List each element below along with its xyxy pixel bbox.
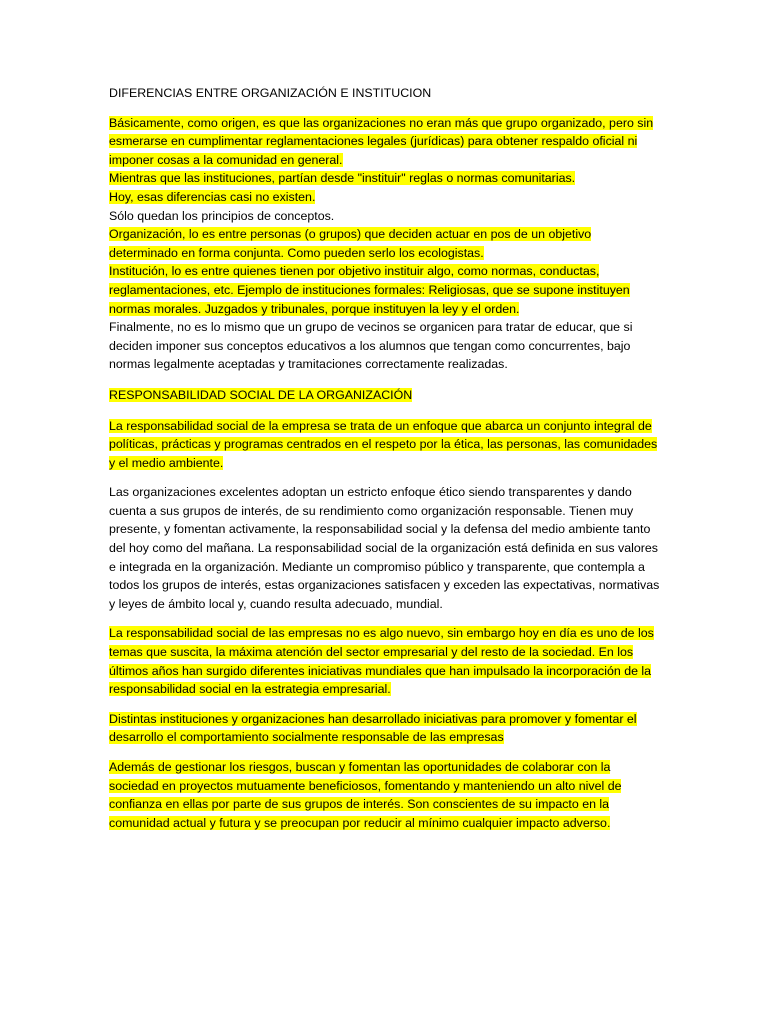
document-body: [109, 84, 662, 843]
paragraph-text: Mientras que las instituciones, partían desde "instituir" reglas o normas comunitarias.: [109, 171, 576, 186]
heading-diferencias: [109, 84, 662, 103]
paragraph-text: Sólo quedan los principios de conceptos.: [109, 208, 335, 223]
paragraph-text: La responsabilidad social de la empresa se trata de un enfoque que abarca un conjunto integral de políticas, prácticas y programas centrados en el respeto por la ética, las personas, las comunidades y el medio ambiente.: [109, 418, 658, 470]
paragraph-text: Básicamente, como origen, es que las organizaciones no eran más que grupo organizado, pero sin esmerarse en cumplimentar reglamentaciones legales (jurídicas) para obtener respaldo oficial ni imponer cosas a la comunidad en general.: [109, 115, 654, 167]
paragraph-text: Además de gestionar los riesgos, buscan y fomentan las oportunidades de colaborar con la sociedad en proyectos mutuamente beneficiosos, fomentando y manteniendo un alto nivel de confianza en ellas por parte de sus grupos de interés. Son conscientes de su impacto en la comunidad actual y futura y se preocupan por reducir al mínimo cualquier impacto adverso.: [109, 760, 622, 830]
paragraph-mientras: [109, 169, 662, 188]
paragraph-text: Institución, lo es entre quienes tienen por objetivo instituir algo, como normas, conductas, reglamentaciones, etc. Ejemplo de instituciones formales: Religiosas, que se supone instituyen normas morales. Juzgados y tribunales, porque instituyen la ley y el orden.: [109, 264, 630, 316]
heading-responsabilidad-text: RESPONSABILIDAD SOCIAL DE LA ORGANIZACIÓN: [109, 387, 413, 402]
paragraph-text: Hoy, esas diferencias casi no existen.: [109, 189, 316, 204]
paragraph-text: La responsabilidad social de las empresas no es algo nuevo, sin embargo hoy en día es uno de los temas que suscita, la máxima atención del sector empresarial y del resto de la sociedad. En los últimos años han surgido diferentes iniciativas mundiales que han impulsado la incorporación de la responsabilidad social en la estrategia empresarial.: [109, 626, 654, 697]
paragraph-rse-no-nuevo: [109, 624, 662, 698]
paragraph-finalmente: [109, 318, 662, 374]
paragraph-institucion: [109, 262, 662, 318]
paragraph-text: Distintas instituciones y organizaciones han desarrollado iniciativas para promover y fomentar el desarrollo el comportamiento socialmente responsable de las empresas: [109, 711, 637, 745]
paragraph-hoy: [109, 188, 662, 207]
paragraph-text: Finalmente, no es lo mismo que un grupo de vecinos se organicen para tratar de educar, que si deciden imponer sus conceptos educativos a los alumnos que tengan como concurrentes, bajo normas legalmente aceptadas y tramitaciones correctamente realizadas.: [109, 320, 633, 372]
paragraph-solo-quedan: [109, 207, 662, 226]
heading-responsabilidad: [109, 386, 662, 405]
paragraph-organizacion: [109, 225, 662, 262]
paragraph-rse-enfoque: [109, 417, 662, 473]
paragraph-organizaciones-excelentes: [109, 483, 662, 613]
heading-diferencias-text: DIFERENCIAS ENTRE ORGANIZACIÓN E INSTITUCION: [109, 86, 432, 100]
paragraph-text: Las organizaciones excelentes adoptan un estricto enfoque ético siendo transparentes y dando cuenta a sus grupos de interés, de su rendimiento como organización responsable. Tienen muy presente, y fomentan activamente, la responsabilidad social y la defensa del medio ambiente tanto del hoy como del mañana. La responsabilidad social de la organización está definida en sus valores e integrada en la organización. Mediante un compromiso público y transparente, que contempla a todos los grupos de interés, estas organizaciones satisfacen y exceden las expectativas, normativas y leyes de ámbito local y, cuando resulta adecuado, mundial.: [109, 485, 660, 611]
section-responsabilidad: [109, 417, 662, 833]
paragraph-basicamente: [109, 114, 662, 170]
paragraph-text: Organización, lo es entre personas (o grupos) que deciden actuar en pos de un objetivo determinado en forma conjunta. Como pueden serlo los ecologistas.: [109, 227, 592, 260]
section-diferencias: [109, 114, 662, 374]
paragraph-distintas-instituciones: [109, 710, 662, 747]
paragraph-ademas: [109, 758, 662, 832]
